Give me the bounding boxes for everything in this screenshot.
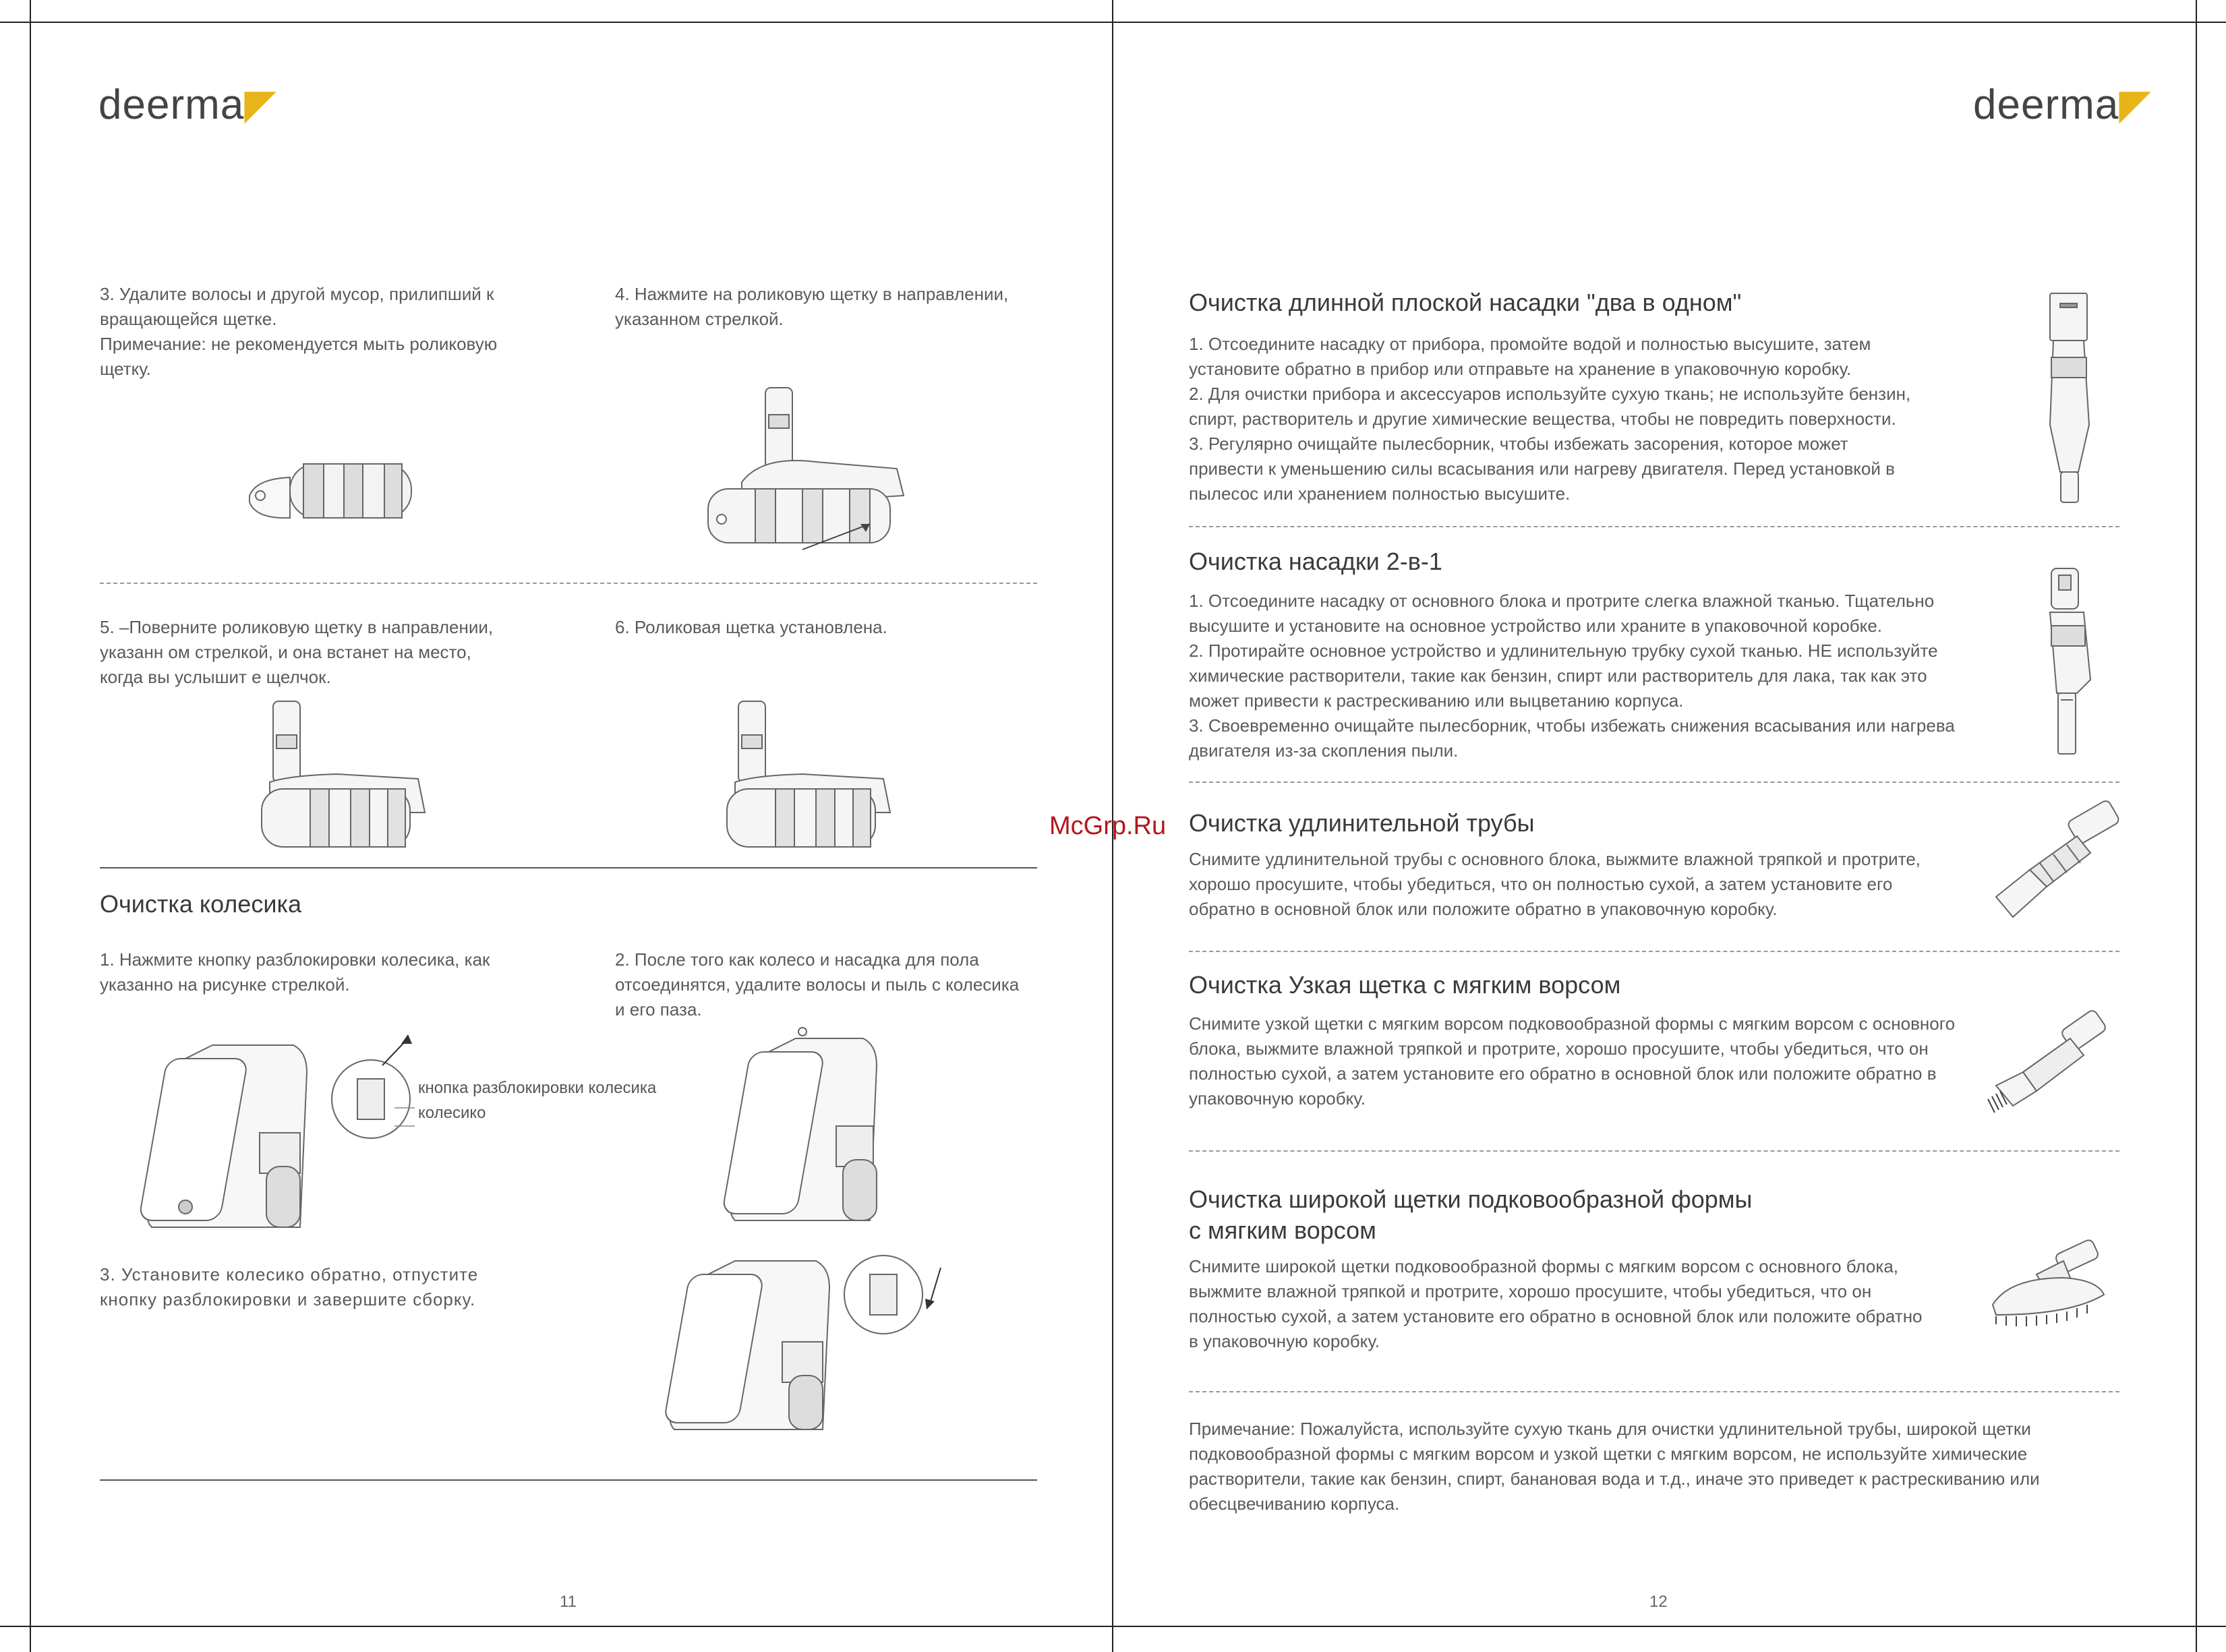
- divider-solid-1: [100, 867, 1037, 868]
- floor-nozzle-step6-illustration: [722, 695, 904, 856]
- section-wide-brush-body: Снимите широкой щетки подковообразной формы с мягким ворсом с основного блока, выжмите влажной тряпкой и протрите, хорошо просушите, чтобы убедиться, что он полностью сухой, а затем установите его обратно в основной блок или положите обратно в упаковочную коробку.: [1189, 1256, 1923, 1351]
- step-5-text: 5. –Поверните роликовую щетку в направлении, указанн ом стрелкой, и она встанет на место, когда вы услышит е щелчок.: [100, 617, 494, 687]
- wheel-removed-illustration: [728, 1025, 904, 1234]
- extension-tube-illustration: [1989, 802, 2124, 924]
- brand-logo-left: deerma◤: [98, 82, 277, 128]
- left-border: [30, 0, 31, 1652]
- divider-dashed-r4: [1189, 1150, 2119, 1152]
- final-note: Примечание: Пожалуйста, используйте сухую ткань для очистки удлинительной трубы, широкой щетки подковообразной формы с мягким ворсом и узкой щетки с мягким ворсом, не используйте химические растворители, такие как бензин, спирт, банановая вода и т.д., иначе это приведет к растрескиванию или обесцвечиванию корпуса.: [1189, 1419, 2040, 1514]
- roller-brush-illustration: [243, 452, 425, 546]
- watermark: McGrp.Ru: [1049, 812, 1167, 840]
- section-2in1-flat-title: Очистка длинной плоской насадки "два в одном": [1189, 289, 1742, 316]
- page-number-right: 12: [1649, 1593, 1668, 1611]
- page-number-left: 11: [560, 1593, 577, 1611]
- section-extension-tube-title: Очистка удлинительной трубы: [1189, 809, 1535, 837]
- section-2in1-nozzle-body: 1. Отсоедините насадку от основного блока и протрите слегка влажной тканью. Тщательно высушите и установите на основное устройство или храните в упаковочной коробке. 2. Протирайте основное устройство и удлинительную трубку сухой тканью. НЕ используйте химические растворители, такие как бензин, спирт или растворитель для лака, так как это может привести к растрескиванию или выцветанию корпуса. 3. Своевременно очищайте пылесборник, чтобы избежать снижения всасывания или нагрева двигателя из-за скопления пыли.: [1189, 591, 1955, 761]
- wheel-step-3-text: 3. Установите колесико обратно, отпустите кнопку разблокировки и завершите сборку.: [100, 1264, 479, 1309]
- floor-nozzle-step4-illustration: [701, 381, 924, 556]
- narrow-brush-illustration: [1983, 1011, 2117, 1119]
- step-3-text: 3. Удалите волосы и другой мусор, прилипший к вращающейся щетке. Примечание: не рекомендуется мыть роликовую щетку.: [100, 284, 498, 379]
- 2in1-nozzle-illustration: [2037, 565, 2104, 761]
- wheel-step-1-text: 1. Нажмите кнопку разблокировки колесика, как указанно на рисунке стрелкой.: [100, 949, 490, 995]
- wheel-unlock-illustration: [145, 1032, 428, 1241]
- section-2in1-nozzle-title: Очистка насадки 2-в-1: [1189, 548, 1442, 575]
- divider-solid-2: [100, 1479, 1037, 1481]
- right-border: [2196, 0, 2197, 1652]
- step-6-text: 6. Роликовая щетка установлена.: [615, 617, 887, 637]
- wide-brush-illustration: [1983, 1241, 2117, 1335]
- floor-nozzle-step5-illustration: [256, 695, 438, 856]
- divider-dashed-r5: [1189, 1391, 2119, 1392]
- divider-dashed-r3: [1189, 951, 2119, 952]
- brand-logo-right: deerma◤: [1973, 82, 2152, 128]
- wheel-section-title: Очистка колесика: [100, 890, 302, 918]
- step-4-text: 4. Нажмите на роликовую щетку в направлении, указанном стрелкой.: [615, 284, 1009, 329]
- section-2in1-flat-body: 1. Отсоедините насадку от прибора, промойте водой и полностью высушите, затем установите обратно в прибор или отправьте на хранение в упаковочную коробку. 2. Для очистки прибора и аксессуаров используйте сухую ткань; не используйте бензин, спирт, растворитель и другие химические вещества, чтобы не повредить поверхности. 3. Регулярно очищайте пылесборник, чтобы избежать засорения, которое может привести к уменьшению силы всасывания или нагреву двигателя. Перед установкой в пылесос или хранением полностью высушите.: [1189, 334, 1911, 504]
- wheel-reinstall-illustration: [668, 1247, 958, 1436]
- divider-dashed-r2: [1189, 781, 2119, 783]
- section-narrow-brush-body: Снимите узкой щетки с мягким ворсом подковообразной формы с мягким ворсом с основного блока, выжмите влажной тряпкой и протрите, хорошо просушите, чтобы убедиться, что он полностью сухой, а затем установите его обратно в основной блок или положите обратно в упаковочную коробку.: [1189, 1013, 1956, 1109]
- section-wide-brush-title: Очистка широкой щетки подковообразной формы с мягким ворсом: [1189, 1185, 1753, 1244]
- label-unlock-button: кнопка разблокировки колесика: [418, 1079, 657, 1097]
- divider-dashed-r1: [1189, 526, 2119, 527]
- section-narrow-brush-title: Очистка Узкая щетка с мягким ворсом: [1189, 971, 1621, 999]
- section-extension-tube-body: Снимите удлинительной трубы с основного блока, выжмите влажной тряпкой и протрите, хорошо просушите, чтобы убедиться, что он полностью сухой, а затем установите его обратно в основной блок или положите обратно в упаковочную коробку.: [1189, 849, 1921, 919]
- divider-dashed-1: [100, 583, 1037, 584]
- label-wheel: колесико: [418, 1104, 486, 1122]
- wheel-step-2-text: 2. После того как колесо и насадка для пола отсоединятся, удалите волосы и пыль с колесика и его паза.: [615, 949, 1020, 1020]
- flat-nozzle-illustration: [2037, 290, 2104, 506]
